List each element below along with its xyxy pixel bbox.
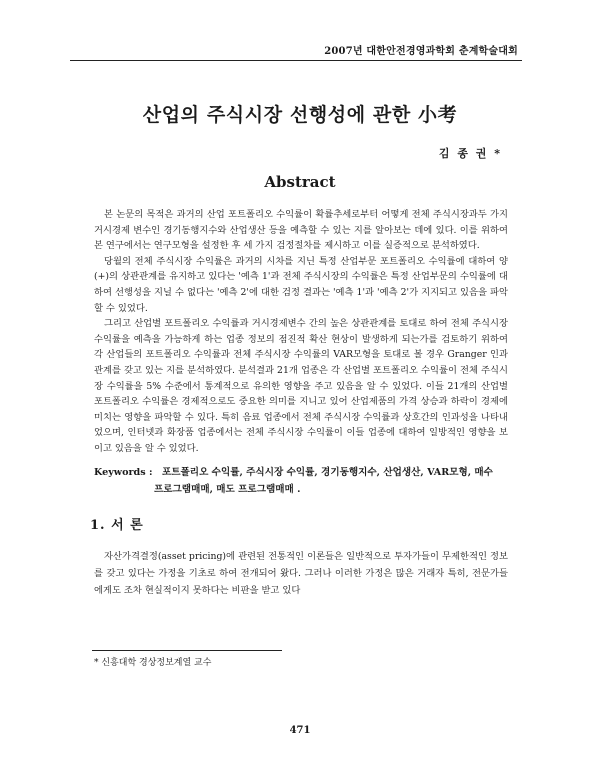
paper-title: 산업의 주식시장 선행성에 관한 小考 (142, 104, 458, 126)
abstract-body (94, 207, 508, 457)
keywords-line: 포트폴리오 수익률, 주식시장 수익률, 경기동행지수, 산업생산, VAR모형, 매수 (162, 467, 493, 478)
footnote-rule (92, 650, 282, 651)
author-name: 김 종 권 * (438, 147, 502, 160)
section-heading: 1. 서 론 (90, 518, 144, 533)
footnote: * 신흥대학 경상정보계열 교수 (94, 658, 212, 668)
abstract-heading: Abstract (264, 173, 336, 191)
keywords-label: Keywords : (94, 467, 153, 478)
page-number: 471 (289, 725, 311, 736)
abstract-paragraph: 본 논문의 목적은 과거의 산업 포트폴리오 수익률이 확률추세로부터 어떻게 전체 주식시장과두 가지 거시경제 변수인 경기동행지수와 산업생산 등을 예측할 수 있는 지를 알아보는 데에 있다. 이를 위하여 본 연구에서는 연구모형을 설정한 후 세 가지 검정절차를 제시하고 이를 실증적으로 분석하였다. (94, 209, 508, 252)
keywords-line: 프로그램매매, 매도 프로그램매매 . (154, 484, 301, 495)
abstract-paragraph: 그리고 산업별 포트폴리오 수익률과 거시경제변수 간의 높은 상관관계를 토대로 하여 전체 주식시장 수익률을 예측을 가능하게 하는 업종 정보의 점진적 확산 현상이 발생하게 되는가를 검토하기 위하여 각 산업들의 포트폴리오 수익률과 전체 주식시장 수익률의 VAR모형을 토대로 볼 경우 Granger 인과관계를 갖고 있는 지를 분석하였다. 분석결과 21개 업종은 각 산업별 포트폴리오 수익률이 전체 주식시장 수익률을 5% 수준에서 통계적으로 유의한 영향을 주고 있음을 알 수 있었다. 이들 21개의 산업별 포트폴리오 수익률은 경제적으로도 중요한 의미를 지니고 있어 산업제품의 가격 상승과 하락이 경제에 미치는 영향을 파악할 수 있다. 특히 음료 업종에서 전체 주식시장 수익률과 상호간의 인과성을 나타내었으며, 인터넷과 화장품 업종에서는 전체 주식시장 수익률이 이들 업종에 대하여 일방적인 영향을 보이고 있음을 알 수 있었다. (94, 318, 508, 454)
introduction-body (94, 548, 508, 599)
abstract-paragraph: 당월의 전체 주식시장 수익률은 과거의 시차를 지닌 특정 산업부문 포트폴리오 수익률에 대하여 양(+)의 상관관계를 유지하고 있다는 '예측 1'과 전체 주식시장의 수익률은 특정 산업부문의 수익률에 대하여 선행성을 지닐 수 없다는 '예측 2'에 대한 검정 결과는 '예측 1'과 '예측 2'가 지지되고 있음을 파악할 수 있었다. (94, 255, 508, 314)
running-header: 2007년 대한안전경영과학회 춘계학술대회 (324, 46, 518, 57)
keywords (94, 464, 514, 498)
header-rule (70, 60, 522, 61)
introduction-paragraph: 자산가격결정(asset pricing)에 관련된 전통적인 이론들은 일반적으로 투자가들이 무제한적인 정보를 갖고 있다는 가정을 기초로 하여 전개되어 왔다. 그러나 이러한 가정은 많은 거래자 특히, 전문가들에게도 조차 현실적이지 못하다는 비판을 받고 있다 (94, 551, 508, 596)
